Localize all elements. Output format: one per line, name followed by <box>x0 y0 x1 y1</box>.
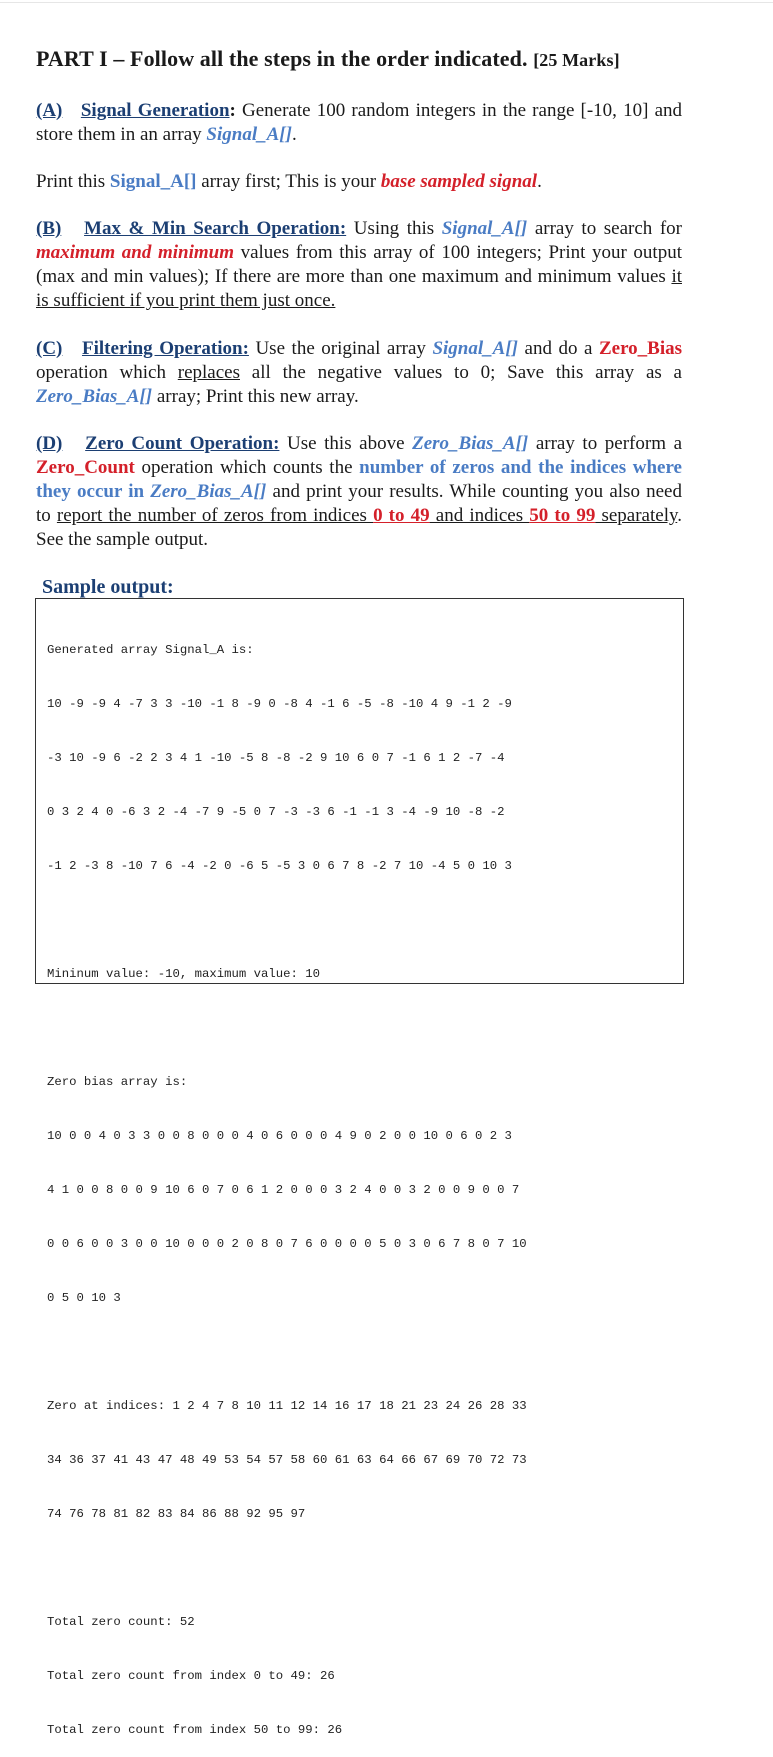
console-line: Mininum value: -10, maximum value: 10 <box>47 967 321 981</box>
base-signal-emphasis: base sampled signal <box>380 171 538 192</box>
console-line: -3 10 -9 6 -2 2 3 4 1 -10 -5 8 -8 -2 9 10 6 0 7 -1 6 1 2 -7 -4 <box>47 751 505 765</box>
console-line: 10 0 0 4 0 3 3 0 0 8 0 0 0 4 0 6 0 0 0 4 9 0 2 0 0 10 0 6 0 2 3 <box>47 1129 512 1143</box>
section-c-paragraph: (C) Filtering Operation: Use the original array Signal_A[] and do a Zero_Bias operation which replaces all the negative values to 0; Save this array as a Zero_Bias_A[] array; Print this new array. <box>36 338 683 407</box>
signal-array-ref: Signal_A[] <box>206 124 292 145</box>
console-line: 74 76 78 81 82 83 84 86 88 92 95 97 <box>47 1507 306 1521</box>
console-line: 0 0 6 0 0 3 0 0 10 0 0 0 2 0 8 0 7 6 0 0 0 0 5 0 3 0 6 7 8 0 7 10 <box>47 1237 527 1251</box>
console-line: Total zero count from index 0 to 49: 26 <box>47 1669 335 1683</box>
console-line: 34 36 37 41 43 47 48 49 53 54 57 58 60 61 63 64 66 67 69 70 72 73 <box>47 1453 527 1467</box>
section-d-label: (D) <box>36 433 63 454</box>
console-line <box>47 1343 683 1361</box>
marks-label: [25 Marks] <box>533 50 620 70</box>
console-line: Generated array Signal_A is: <box>47 643 254 657</box>
console-line <box>47 1559 683 1577</box>
console-line: Total zero count from index 50 to 99: 26 <box>47 1723 343 1737</box>
section-b-label: (B) <box>36 218 62 239</box>
console-line: 10 -9 -9 4 -7 3 3 -10 -1 8 -9 0 -8 4 -1 6 -5 -8 -10 4 9 -1 2 -9 <box>47 697 512 711</box>
console-line <box>47 911 683 929</box>
console-line: Zero bias array is: <box>47 1075 188 1089</box>
print-instruction: Print this Signal_A[] array first; This is your base sampled signal. <box>36 171 542 192</box>
section-a-paragraph: (A) Signal Generation: Generate 100 random integers in the range [-10, 10] and store them in an array Signal_A[]. <box>36 100 683 145</box>
page-title: PART I – Follow all the steps in the order indicated. [25 Marks] <box>36 46 620 71</box>
console-line: 4 1 0 0 8 0 0 9 10 6 0 7 0 6 1 2 0 0 0 3 2 4 0 0 3 2 0 0 9 0 0 7 <box>47 1183 520 1197</box>
section-d-paragraph: (D) Zero Count Operation: Use this above Zero_Bias_A[] array to perform a Zero_Count operation which counts the number of zeros and the indices where they occur in Zero_Bias_A[] and print your results. While counting you also need to report the number of zeros from indices 0 to 49 and indices 50 to 99 separately. See the sample output. <box>36 433 682 550</box>
console-line <box>47 1019 683 1037</box>
console-line: 0 3 2 4 0 -6 3 2 -4 -7 9 -5 0 7 -3 -3 6 -1 -1 3 -4 -9 10 -8 -2 <box>47 805 505 819</box>
section-c-name: Filtering Operation: <box>81 338 249 359</box>
section-d-name: Zero Count Operation: <box>85 433 280 454</box>
sample-output-title: Sample output: <box>42 576 174 598</box>
section-b-name: Max & Min Search Operation: <box>84 218 347 239</box>
top-divider <box>0 2 773 3</box>
section-c-label: (C) <box>36 338 63 359</box>
sample-output-console <box>35 598 684 1737</box>
section-a-label: (A) <box>36 100 63 121</box>
section-a-name: Signal Generation <box>80 100 230 121</box>
console-line: Total zero count: 52 <box>47 1615 195 1629</box>
console-line: -1 2 -3 8 -10 7 6 -4 -2 0 -6 5 -5 3 0 6 7 8 -2 7 10 -4 5 0 10 3 <box>47 859 512 873</box>
document-page <box>36 44 682 552</box>
console-line: 0 5 0 10 3 <box>47 1291 121 1305</box>
console-line: Zero at indices: 1 2 4 7 8 10 11 12 14 16 17 18 21 23 24 26 28 33 <box>47 1399 527 1413</box>
section-b-paragraph: (B) Max & Min Search Operation: Using this Signal_A[] array to search for maximum and minimum values from this array of 100 integers; Print your output (max and min values); If there are more than one maximum and minimum values it is sufficient if you print them just once. <box>36 218 683 311</box>
